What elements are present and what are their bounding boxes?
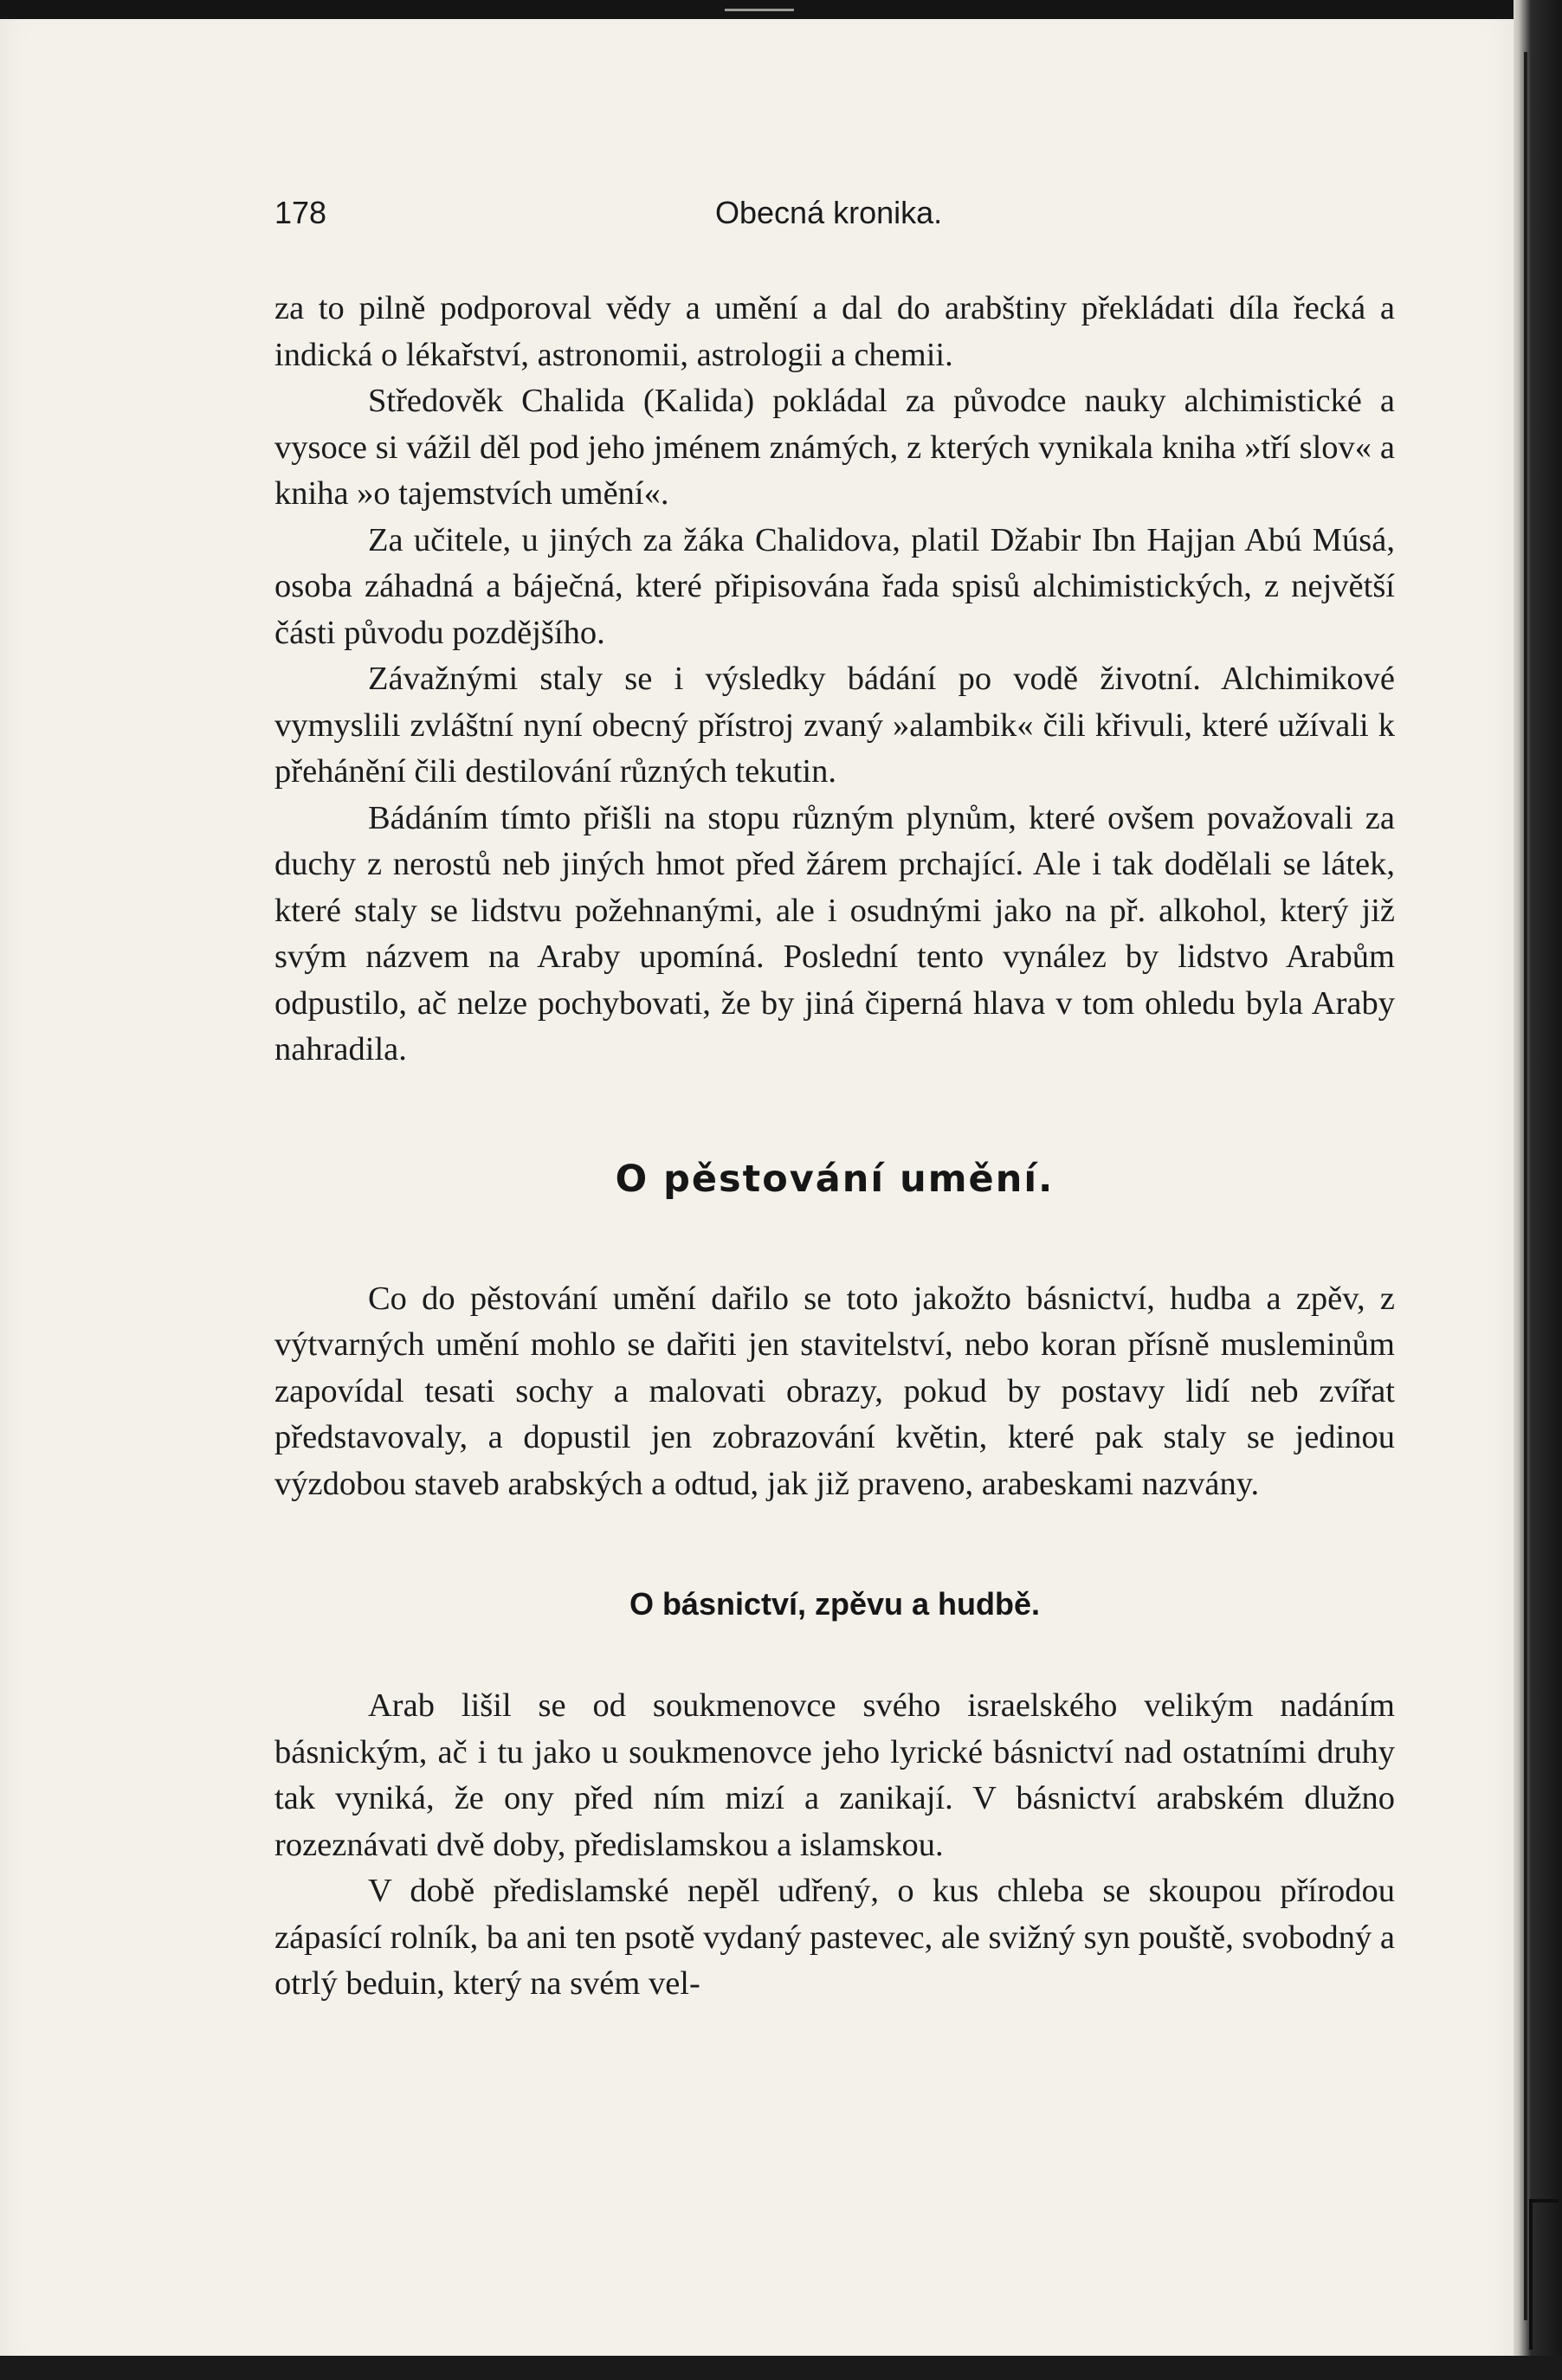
section-heading: O pěstování umění. — [615, 1157, 1055, 1201]
section-art — [274, 1153, 1395, 1205]
page-number: 178 — [274, 195, 327, 230]
paragraph: Bádáním tímto přišli na stopu různým plynům, které ovšem považovali za duchy z nerostů neb jiných hmot před žárem prchající. Ale i tak dodělali se látek, které staly se lidstvu požehnanými, ale i osudnými jako na př. alkohol, který již svým názvem na Araby upomíná. Poslední tento vynález by lidstvo Arabům odpustilo, ač nelze pochybovati, že by jiná čiperná hlava v tom ohledu byla Araby nahradila. — [274, 799, 1395, 1067]
paragraph: V době předislamské nepěl udřený, o kus chleba se skoupou přírodou zápasící rolník, ba ani ten psotě vydaný pastevec, ale svižný syn pouště, svobodný a otrlý beduin, který na svém vel- — [274, 1873, 1395, 2002]
scan-top-mark — [725, 9, 794, 11]
section-poetry — [274, 1582, 1395, 1627]
section-subheading: O básnictví, zpěvu a hudbě. — [629, 1586, 1041, 1622]
paragraph: za to pilně podporoval vědy a umění a dal do arabštiny překládati díla řecká a indická o lékařství, astronomii, astrologii a chemii. — [274, 290, 1395, 373]
scan-right-edge — [1514, 0, 1562, 2380]
paragraph: Arab lišil se od soukmenovce svého israelského velikým nadáním básnickým, ač i tu jako u soukmenovce jeho lyrické básnictví nad ostatními druhy tak vyniká, že ony před ním mizí a zanikají. V básnictví arabském dlužno rozeznávati dvě doby, předislamskou a islamskou. — [274, 1687, 1395, 1863]
running-title: Obecná kronika. — [715, 195, 943, 230]
paragraph: Za učitele, u jiných za žáka Chalidova, platil Džabir Ibn Hajjan Abú Músá, osoba záhadná a báječná, které připisována řada spisů alchimistických, z největší části původu pozdějšího. — [274, 521, 1395, 651]
paragraph: Závažnými staly se i výsledky bádání po vodě životní. Alchimikové vymyslili zvláštní nyní obecný přístroj zvaný »alambik« čili křivuli, které užívali k přehánění čili destilování různých tekutin. — [274, 661, 1395, 790]
paragraph: Středověk Chalida (Kalida) pokládal za původce nauky alchimistické a vysoce si vážil děl pod jeho jménem známých, z kterých vynikala kniha »tří slov« a kniha »o tajemstvích umění«. — [274, 383, 1395, 512]
scan-edge-line — [1524, 52, 1527, 2320]
body-text — [274, 286, 1395, 2008]
paragraph: Co do pěstování umění dařilo se toto jakožto básnictví, hudba a zpěv, z výtvarných umění mohlo se dařiti jen stavitelství, nebo koran přísně musleminům zapovídal tesati sochy a malovati obrazy, pokud by postavy lidí neb zvířat představovaly, a dopustil jen zobrazování květin, které pak staly se jedinou výzdobou staveb arabských a odtud, jak již praveno, arabeskami nazvány. — [274, 1280, 1395, 1502]
scan-bottom-shadow — [0, 2356, 1562, 2380]
scan-edge-bracket — [1529, 2199, 1559, 2350]
